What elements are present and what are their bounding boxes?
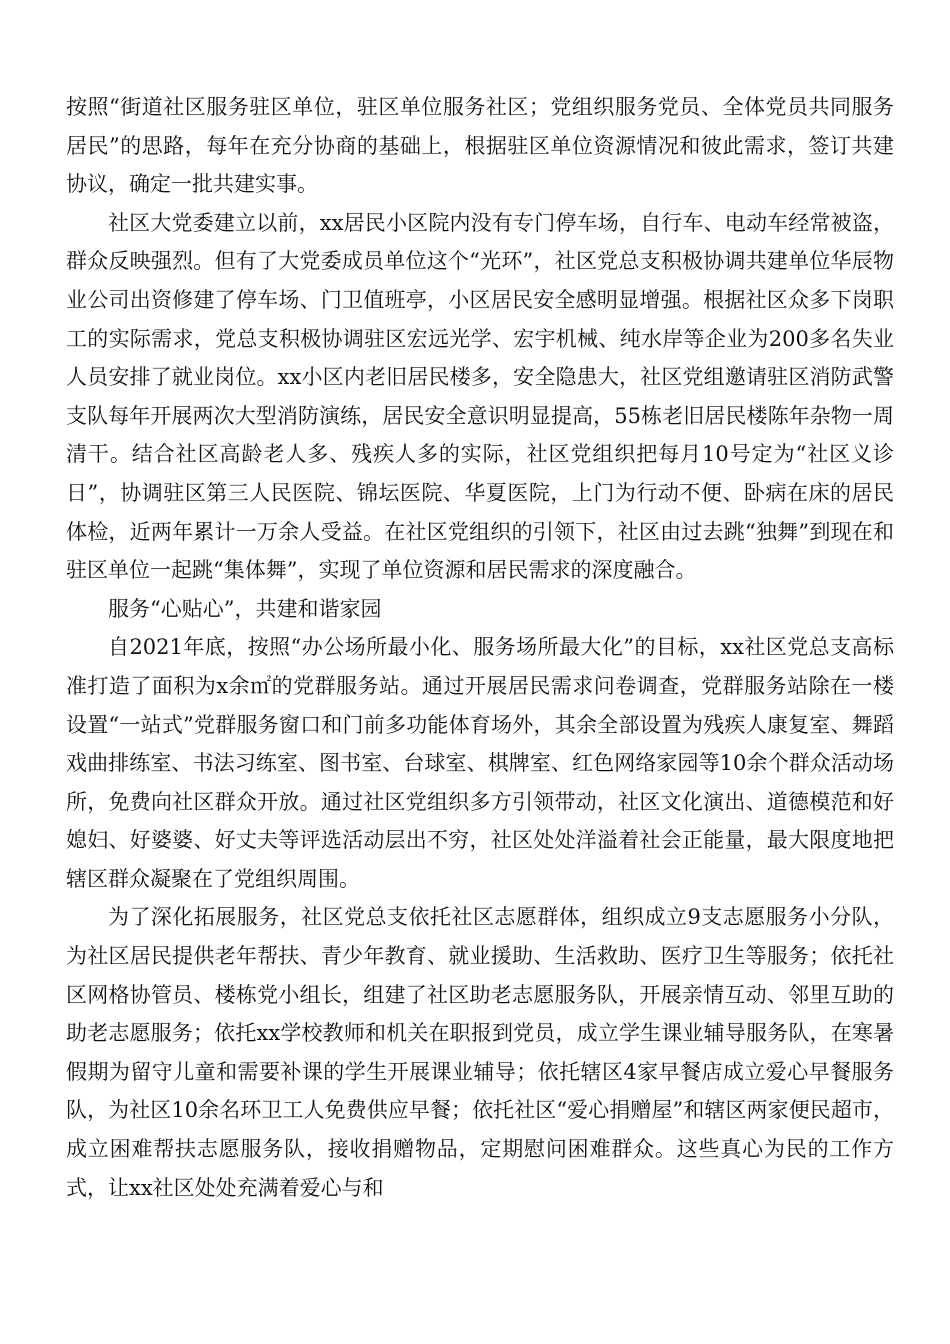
paragraph-volunteer-service: 为了深化拓展服务，社区党总支依托社区志愿群体，组织成立9支志愿服务小分队，为社区居民提供老年帮扶、青少年教育、就业援助、生活救助、医疗卫生等服务；依托社区网格协管员、楼栋党小组长，组建了社区助老志愿服务队，开展亲情互动、邻里互助的助老志愿服务；依托xx学校教师和机关在职报到党员，成立学生课业辅导服务队，在寒暑假期为留守儿童和需要补课的学生开展课业辅导；依托辖区4家早餐店成立爱心早餐服务队，为社区10余名环卫工人免费供应早餐；依托社区“爱心捐赠屋”和辖区两家便民超市，成立困难帮扶志愿服务队，接收捐赠物品，定期慰问困难群众。这些真心为民的工作方式，让xx社区处处充满着爱心与和 xyxy=(66,905,894,1200)
document-page xyxy=(66,88,894,1207)
section-heading: 服务“心贴心”，共建和谐家园 xyxy=(108,596,382,621)
paragraph-intro: 按照“街道社区服务驻区单位，驻区单位服务社区；党组织服务党员、全体党员共同服务居民”的思路，每年在充分协商的基础上，根据驻区单位资源情况和彼此需求，签订共建协议，确定一批共建实事。 xyxy=(66,95,894,197)
paragraph-joint-construction: 社区大党委建立以前，xx居民小区院内没有专门停车场，自行车、电动车经常被盗，群众反映强烈。但有了大党委成员单位这个“光环”，社区党总支积极协调共建单位华辰物业公司出资修建了停车场、门卫值班亭，小区居民安全感明显增强。根据社区众多下岗职工的实际需求，党总支积极协调驻区宏远光学、宏宇机械、纯水岸等企业为200多名失业人员安排了就业岗位。xx小区内老旧居民楼多，安全隐患大，社区党组邀请驻区消防武警支队每年开展两次大型消防演练，居民安全意识明显提高，55栋老旧居民楼陈年杂物一周清干。结合社区高龄老人多、残疾人多的实际，社区党组织把每月10号定为“社区义诊日”，协调驻区第三人民医院、锦坛医院、华夏医院，上门为行动不便、卧病在床的居民体检，近两年累计一万余人受益。在社区党组织的引领下，社区由过去跳“独舞”到现在和驻区单位一起跳“集体舞”，实现了单位资源和居民需求的深度融合。 xyxy=(66,210,894,583)
paragraph-service-station: 自2021年底，按照“办公场所最小化、服务场所最大化”的目标，xx社区党总支高标准打造了面积为x余㎡的党群服务站。通过开展居民需求问卷调查，党群服务站除在一楼设置“一站式”党群服务窗口和门前多功能体育场外，其余全部设置为残疾人康复室、舞蹈戏曲排练室、书法习练室、图书室、台球室、棋牌室、红色网络家园等10余个群众活动场所，免费向社区群众开放。通过社区党组织多方引领带动，社区文化演出、道德模范和好媳妇、好婆婆、好丈夫等评选活动层出不穷，社区处处洋溢着社会正能量，最大限度地把辖区群众凝聚在了党组织周围。 xyxy=(66,635,894,891)
